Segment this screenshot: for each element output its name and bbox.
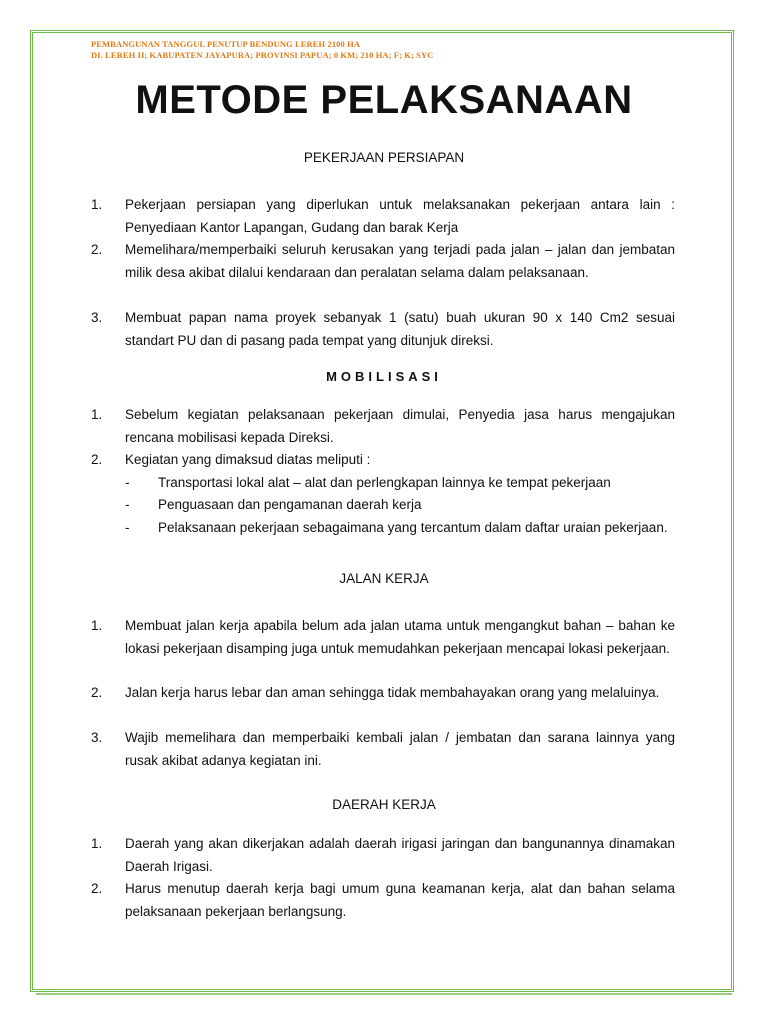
item-text: Membuat papan nama proyek sebanyak 1 (satu) buah ukuran 90 x 140 Cm2 sesuai standart PU dan di pasang pada tempat yang ditunjuk direksi.	[125, 310, 675, 348]
document-header	[91, 39, 433, 61]
item-number: 1.	[91, 836, 103, 851]
bullet-dash: -	[125, 475, 130, 490]
bullet-dash: -	[125, 520, 130, 535]
item-text: Daerah yang akan dikerjakan adalah daerah irigasi jaringan dan bangunannya dinamakan Daerah Irigasi.	[125, 836, 675, 874]
section-heading-jalan-kerja: JALAN KERJA	[339, 571, 429, 586]
item-number: 1.	[91, 407, 103, 422]
section-heading-daerah-kerja: DAERAH KERJA	[332, 797, 436, 812]
item-text: Kegiatan yang dimaksud diatas meliputi :	[125, 452, 371, 467]
list-item	[91, 449, 675, 472]
item-number: 3.	[91, 310, 103, 325]
item-number: 3.	[91, 730, 103, 745]
item-text: Jalan kerja harus lebar dan aman sehingga tidak membahayakan orang yang melaluinya.	[125, 685, 660, 700]
bullet-text: Penguasaan dan pengamanan daerah kerja	[158, 497, 422, 512]
item-number: 2.	[91, 452, 103, 467]
item-number: 2.	[91, 685, 103, 700]
bottom-rule	[36, 993, 732, 995]
item-text: Wajib memelihara dan memperbaiki kembali jalan / jembatan dan sarana lainnya yang rusak akibat adanya kegiatan ini.	[125, 730, 675, 768]
bullet-text: Pelaksanaan pekerjaan sebagaimana yang tercantum dalam daftar uraian pekerjaan.	[158, 520, 668, 535]
item-text: Harus menutup daerah kerja bagi umum guna keamanan kerja, alat dan bahan selama pelaksanaan pekerjaan berlangsung.	[125, 881, 675, 919]
item-text: Membuat jalan kerja apabila belum ada jalan utama untuk mengangkut bahan – bahan ke lokasi pekerjaan disamping juga untuk memudahkan pekerjaan mencapai lokasi pekerjaan.	[125, 618, 675, 656]
list-item	[91, 833, 675, 878]
item-text: Sebelum kegiatan pelaksanaan pekerjaan dimulai, Penyedia jasa harus mengajukan rencana mobilisasi kepada Direksi.	[125, 407, 675, 445]
bullet-dash: -	[125, 497, 130, 512]
bullet-item	[125, 517, 675, 540]
item-number: 2.	[91, 881, 103, 896]
list-item	[91, 878, 675, 923]
item-text: Memelihara/memperbaiki seluruh kerusakan yang terjadi pada jalan – jalan dan jembatan milik desa akibat dilalui kendaraan dan peralatan selama dalam pelaksanaan.	[125, 242, 675, 280]
section-heading-persiapan: PEKERJAAN PERSIAPAN	[303, 150, 465, 165]
page-title: METODE PELAKSANAAN	[135, 78, 633, 122]
bullet-item	[125, 472, 675, 495]
list-item	[91, 404, 675, 449]
item-number: 1.	[91, 197, 103, 212]
list-item	[91, 239, 675, 284]
item-number: 1.	[91, 618, 103, 633]
list-item	[91, 682, 675, 705]
list-item	[91, 615, 675, 660]
list-item	[91, 307, 675, 352]
list-item	[91, 727, 675, 772]
item-text: Pekerjaan persiapan yang diperlukan untuk melaksanakan pekerjaan antara lain : Penyediaan Kantor Lapangan, Gudang dan barak Kerja	[125, 197, 675, 235]
bullet-text: Transportasi lokal alat – alat dan perlengkapan lainnya ke tempat pekerjaan	[158, 475, 611, 490]
list-item	[91, 194, 675, 239]
section-heading-mobilisasi: MOBILISASI	[326, 369, 442, 384]
header-line-2: DI. LEREH II; KABUPATEN JAYAPURA; PROVINSI PAPUA; 0 KM; 210 HA; F; K; SYC	[91, 50, 434, 60]
bullet-item	[125, 494, 675, 517]
item-number: 2.	[91, 242, 103, 257]
header-line-1: PEMBANGUNAN TANGGUL PENUTUP BENDUNG LEREH 2100 HA	[91, 39, 361, 49]
